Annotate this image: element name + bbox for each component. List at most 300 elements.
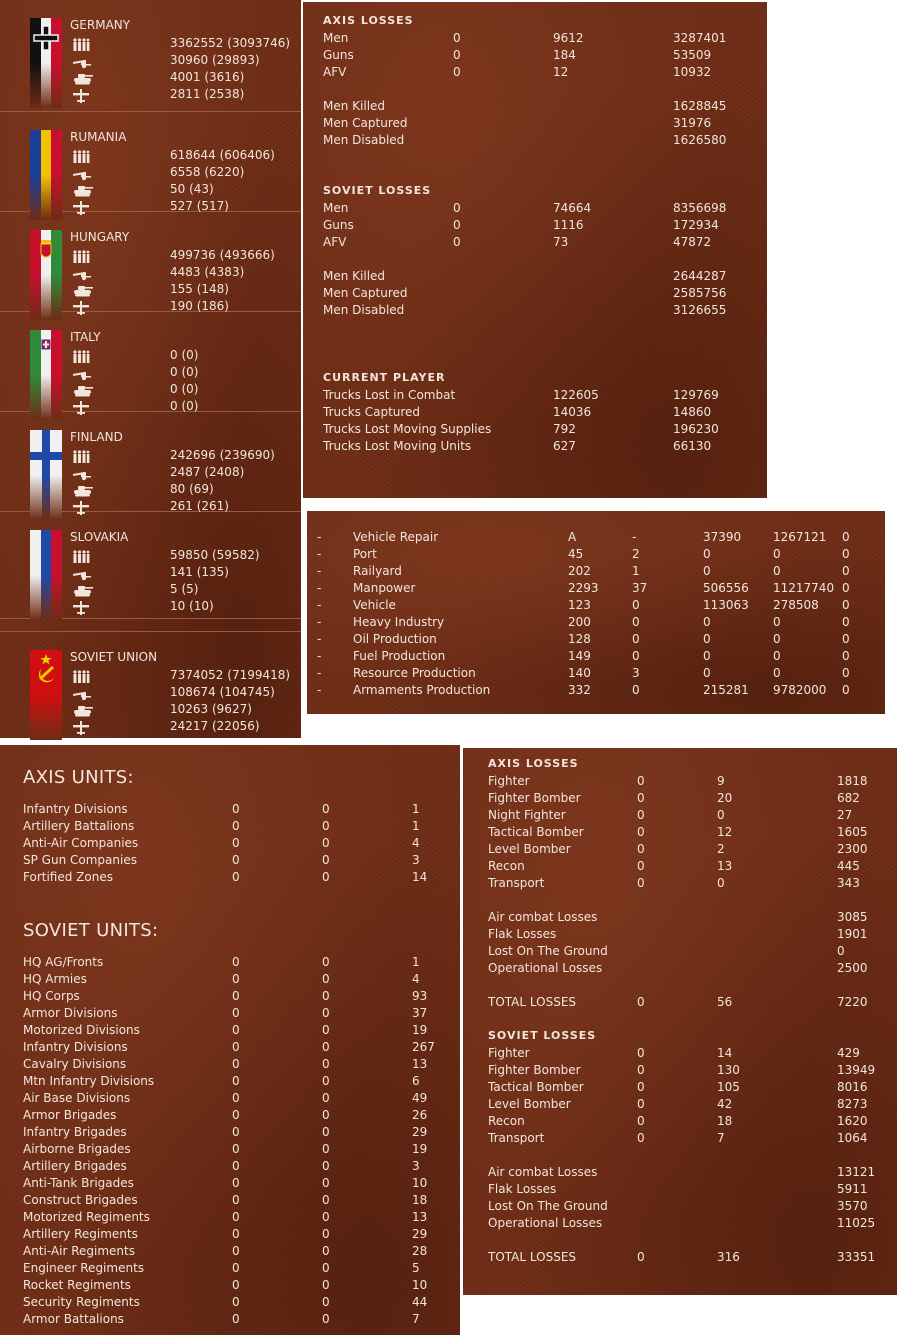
soviet-unit-cell: HQ AG/Fronts xyxy=(23,955,104,969)
truck-losses-cell: Trucks Lost Moving Units xyxy=(323,439,472,453)
production-cell: - xyxy=(317,632,322,646)
soviet-unit-cell: Infantry Divisions xyxy=(23,1040,128,1054)
axis-unit-cell: 1 xyxy=(412,802,420,816)
production-cell: Railyard xyxy=(353,564,402,578)
production-cell: 37 xyxy=(632,581,648,595)
production-cell: - xyxy=(317,530,322,544)
axis-unit-cell: 0 xyxy=(232,819,240,833)
production-cell: 0 xyxy=(773,666,781,680)
finland-flag-icon xyxy=(30,430,62,520)
nation-guns-value: 30960 (29893) xyxy=(170,53,260,67)
nation-men-value: 618644 (606406) xyxy=(170,148,275,162)
soviet-unit-cell: 0 xyxy=(322,1278,330,1292)
air-losses-panel xyxy=(463,748,897,1295)
production-cell: 3 xyxy=(632,666,640,680)
soviet-unit-cell: 0 xyxy=(322,1210,330,1224)
production-cell: 45 xyxy=(568,547,584,561)
axis-losses-cell: 0 xyxy=(453,65,461,79)
soviet-unit-cell: 18 xyxy=(412,1193,428,1207)
axis-losses-cell: 0 xyxy=(453,48,461,62)
axis-losses-cell: 0 xyxy=(453,31,461,45)
soviet-unit-cell: 0 xyxy=(232,1108,240,1122)
nation-guns-value: 4483 (4383) xyxy=(170,265,245,279)
axis-unit-cell: 0 xyxy=(232,870,240,884)
nation-afv-value: 50 (43) xyxy=(170,182,214,196)
soviet-unit-cell: 93 xyxy=(412,989,428,1003)
soviet-unit-cell: 0 xyxy=(232,1006,240,1020)
soviet-unit-cell: 0 xyxy=(232,1142,240,1156)
soviet-unit-cell: 0 xyxy=(322,1057,330,1071)
tank-icon xyxy=(72,583,90,597)
soviet-unit-cell: Anti-Tank Brigades xyxy=(23,1176,134,1190)
air-axis-summary-label: Flak Losses xyxy=(488,927,557,941)
soviet-unit-cell: 4 xyxy=(412,972,420,986)
air-axis-loss-cell: 0 xyxy=(637,859,645,873)
air-soviet-total-cell: 0 xyxy=(637,1250,645,1264)
soviet-unit-cell: 0 xyxy=(322,1176,330,1190)
air-soviet-loss-cell: 7 xyxy=(717,1131,725,1145)
soviet-unit-cell: Construct Brigades xyxy=(23,1193,138,1207)
air-soviet-summary-value: 13121 xyxy=(837,1165,876,1179)
nation-aircraft-value: 10 (10) xyxy=(170,599,214,613)
production-cell: Armaments Production xyxy=(353,683,491,697)
production-cell: 332 xyxy=(568,683,591,697)
soviet-unit-cell: 3 xyxy=(412,1159,420,1173)
production-cell: 1267121 xyxy=(773,530,827,544)
nation-name: FINLAND xyxy=(70,430,123,444)
air-soviet-loss-cell: 8273 xyxy=(837,1097,868,1111)
soviet-losses-cell: 74664 xyxy=(553,201,592,215)
production-cell: 140 xyxy=(568,666,591,680)
production-cell: 0 xyxy=(842,547,850,561)
nation-name: GERMANY xyxy=(70,18,131,32)
soviet-unit-cell: 0 xyxy=(322,989,330,1003)
production-cell: 215281 xyxy=(703,683,749,697)
air-soviet-summary-label: Flak Losses xyxy=(488,1182,557,1196)
production-cell: - xyxy=(317,666,322,680)
production-cell: 1 xyxy=(632,564,640,578)
soviet-unit-cell: Armor Brigades xyxy=(23,1108,117,1122)
axis-casualty-value: 31976 xyxy=(673,116,712,130)
production-cell: 0 xyxy=(773,615,781,629)
production-row[interactable] xyxy=(307,597,885,614)
soviet-unit-cell: 0 xyxy=(322,1023,330,1037)
soviet-unit-cell: 10 xyxy=(412,1278,428,1292)
production-cell: 0 xyxy=(703,564,711,578)
air-axis-loss-cell: 445 xyxy=(837,859,860,873)
axis-unit-cell: 0 xyxy=(322,836,330,850)
soviet-casualty-value: 2644287 xyxy=(673,269,727,283)
production-cell: Vehicle xyxy=(353,598,396,612)
soviet-unit-cell: Airborne Brigades xyxy=(23,1142,131,1156)
aircraft-icon xyxy=(72,720,90,734)
soviet-unit-cell: 0 xyxy=(232,1227,240,1241)
nation-afv-value: 4001 (3616) xyxy=(170,70,245,84)
production-cell: 11217740 xyxy=(773,581,835,595)
nation-afv-value: 5 (5) xyxy=(170,582,199,596)
gun-icon xyxy=(72,686,90,700)
production-cell: Fuel Production xyxy=(353,649,446,663)
production-cell: 0 xyxy=(703,666,711,680)
nation-name: HUNGARY xyxy=(70,230,130,244)
soviet-unit-cell: 19 xyxy=(412,1023,428,1037)
soviet-casualty-value: 2585756 xyxy=(673,286,727,300)
axis-losses-cell: 184 xyxy=(553,48,576,62)
truck-losses-cell: Trucks Lost in Combat xyxy=(323,388,456,402)
production-cell: 0 xyxy=(632,615,640,629)
axis-losses-cell: 10932 xyxy=(673,65,712,79)
production-row[interactable] xyxy=(307,648,885,665)
air-axis-total-cell: 0 xyxy=(637,995,645,1009)
axis-casualty-value: 1628845 xyxy=(673,99,727,113)
soviet-unit-cell: 37 xyxy=(412,1006,428,1020)
soviet-unit-cell: 0 xyxy=(232,1210,240,1224)
air-axis-loss-cell: Level Bomber xyxy=(488,842,571,856)
air-axis-losses-heading: AXIS LOSSES xyxy=(488,757,579,770)
air-axis-summary-value: 3085 xyxy=(837,910,868,924)
soviet-unit-cell: 0 xyxy=(232,955,240,969)
nation-block-hungary[interactable] xyxy=(0,212,301,312)
soviet-unit-cell: 0 xyxy=(322,1295,330,1309)
nations-panel xyxy=(0,0,301,738)
nation-aircraft-value: 527 (517) xyxy=(170,199,229,213)
axis-unit-cell: Anti-Air Companies xyxy=(23,836,139,850)
nation-block-italy[interactable] xyxy=(0,312,301,412)
production-cell: 0 xyxy=(842,564,850,578)
soviet-units-heading: SOVIET UNITS: xyxy=(23,920,159,941)
soviet-unit-cell: Security Regiments xyxy=(23,1295,140,1309)
air-axis-summary-value: 1901 xyxy=(837,927,868,941)
nation-aircraft-value: 0 (0) xyxy=(170,399,199,413)
soviet-unit-cell: 0 xyxy=(232,1312,240,1326)
tank-icon xyxy=(72,71,90,85)
air-axis-loss-cell: Night Fighter xyxy=(488,808,566,822)
axis-unit-cell: 0 xyxy=(322,802,330,816)
air-soviet-loss-cell: 105 xyxy=(717,1080,740,1094)
truck-losses-cell: Trucks Lost Moving Supplies xyxy=(323,422,492,436)
soviet-casualty-value: 3126655 xyxy=(673,303,727,317)
units-panel xyxy=(0,745,460,1335)
air-axis-loss-cell: 0 xyxy=(637,774,645,788)
italy-flag-icon xyxy=(30,330,62,420)
soviet-unit-cell: 10 xyxy=(412,1176,428,1190)
production-row[interactable] xyxy=(307,529,885,546)
air-axis-loss-cell: 1605 xyxy=(837,825,868,839)
production-cell: A xyxy=(568,530,577,544)
soviet-unit-cell: 29 xyxy=(412,1227,428,1241)
soviet-unit-cell: 0 xyxy=(232,972,240,986)
tank-icon xyxy=(72,703,90,717)
nation-name: ITALY xyxy=(70,330,101,344)
production-cell: - xyxy=(317,547,322,561)
nation-men-value: 242696 (239690) xyxy=(170,448,275,462)
production-cell: 123 xyxy=(568,598,591,612)
gun-icon xyxy=(72,366,90,380)
nation-guns-value: 141 (135) xyxy=(170,565,229,579)
production-cell: 0 xyxy=(773,547,781,561)
soviet-unit-cell: Engineer Regiments xyxy=(23,1261,145,1275)
soviet-unit-cell: 26 xyxy=(412,1108,428,1122)
air-axis-loss-cell: Tactical Bomber xyxy=(488,825,584,839)
soviet-unit-cell: 49 xyxy=(412,1091,428,1105)
air-axis-loss-cell: 2300 xyxy=(837,842,868,856)
air-axis-loss-cell: Fighter xyxy=(488,774,530,788)
production-cell: 0 xyxy=(842,530,850,544)
production-row[interactable] xyxy=(307,563,885,580)
air-axis-loss-cell: 0 xyxy=(637,876,645,890)
gun-icon xyxy=(72,266,90,280)
nation-men-value: 0 (0) xyxy=(170,348,199,362)
soviet-unit-cell: 0 xyxy=(322,972,330,986)
production-cell: 0 xyxy=(842,683,850,697)
truck-losses-cell: 196230 xyxy=(673,422,719,436)
soviet-unit-cell: 0 xyxy=(232,1278,240,1292)
soviet-unit-cell: 0 xyxy=(322,1006,330,1020)
soviet-unit-cell: 28 xyxy=(412,1244,428,1258)
rumania-flag-icon xyxy=(30,130,62,220)
production-cell: 0 xyxy=(632,649,640,663)
production-cell: - xyxy=(317,581,322,595)
gun-icon xyxy=(72,566,90,580)
production-row[interactable] xyxy=(307,682,885,699)
air-axis-summary-label: Air combat Losses xyxy=(488,910,598,924)
axis-unit-cell: 0 xyxy=(232,853,240,867)
axis-losses-cell: Guns xyxy=(323,48,354,62)
production-cell: 202 xyxy=(568,564,591,578)
nation-block-finland[interactable] xyxy=(0,412,301,512)
truck-losses-cell: 66130 xyxy=(673,439,712,453)
production-cell: 0 xyxy=(632,632,640,646)
air-soviet-loss-cell: 1620 xyxy=(837,1114,868,1128)
men-icon xyxy=(72,249,90,263)
soviet-unit-cell: 7 xyxy=(412,1312,420,1326)
air-soviet-loss-cell: 0 xyxy=(637,1131,645,1145)
soviet-unit-cell: Artillery Regiments xyxy=(23,1227,138,1241)
soviet-unit-cell: 0 xyxy=(232,1074,240,1088)
production-cell: 2293 xyxy=(568,581,599,595)
nation-afv-value: 10263 (9627) xyxy=(170,702,252,716)
soviet-unit-cell: HQ Armies xyxy=(23,972,87,986)
soviet-losses-cell: 0 xyxy=(453,218,461,232)
men-icon xyxy=(72,449,90,463)
air-soviet-total-cell: TOTAL LOSSES xyxy=(488,1250,577,1264)
soviet-unit-cell: 0 xyxy=(322,1312,330,1326)
soviet-losses-cell: AFV xyxy=(323,235,347,249)
soviet-unit-cell: 1 xyxy=(412,955,420,969)
soviet-unit-cell: Anti-Air Regiments xyxy=(23,1244,135,1258)
air-axis-total-cell: TOTAL LOSSES xyxy=(488,995,577,1009)
production-cell: 0 xyxy=(632,598,640,612)
air-axis-loss-cell: Fighter Bomber xyxy=(488,791,581,805)
current-player-heading: CURRENT PLAYER xyxy=(323,371,446,384)
production-cell: Vehicle Repair xyxy=(353,530,439,544)
nation-name: RUMANIA xyxy=(70,130,127,144)
soviet-unit-cell: Armor Battalions xyxy=(23,1312,124,1326)
soviet-unit-cell: 0 xyxy=(322,1193,330,1207)
soviet-unit-cell: 13 xyxy=(412,1057,428,1071)
air-axis-loss-cell: Transport xyxy=(488,876,545,890)
axis-losses-cell: 12 xyxy=(553,65,569,79)
soviet-losses-cell: 0 xyxy=(453,201,461,215)
soviet-unit-cell: 0 xyxy=(322,1108,330,1122)
truck-losses-cell: 792 xyxy=(553,422,576,436)
production-cell: 113063 xyxy=(703,598,749,612)
nation-guns-value: 0 (0) xyxy=(170,365,199,379)
air-soviet-total-cell: 316 xyxy=(717,1250,740,1264)
nation-block-slovakia[interactable] xyxy=(0,512,301,612)
production-cell: Resource Production xyxy=(353,666,476,680)
production-cell: 149 xyxy=(568,649,591,663)
soviet-unit-cell: 0 xyxy=(232,1023,240,1037)
soviet-losses-cell: 0 xyxy=(453,235,461,249)
axis-losses-cell: AFV xyxy=(323,65,347,79)
axis-unit-cell: Artillery Battalions xyxy=(23,819,135,833)
air-axis-summary-label: Operational Losses xyxy=(488,961,603,975)
men-icon xyxy=(72,669,90,683)
soviet-unit-cell: 0 xyxy=(232,1125,240,1139)
axis-losses-cell: Men xyxy=(323,31,349,45)
production-row[interactable] xyxy=(307,665,885,682)
air-axis-loss-cell: 12 xyxy=(717,825,733,839)
production-cell: Oil Production xyxy=(353,632,437,646)
air-soviet-summary-label: Air combat Losses xyxy=(488,1165,598,1179)
production-cell: 0 xyxy=(703,632,711,646)
air-soviet-loss-cell: 14 xyxy=(717,1046,733,1060)
air-soviet-loss-cell: 130 xyxy=(717,1063,740,1077)
tank-icon xyxy=(72,483,90,497)
air-axis-summary-value: 2500 xyxy=(837,961,868,975)
soviet-unit-cell: Rocket Regiments xyxy=(23,1278,131,1292)
air-soviet-summary-value: 11025 xyxy=(837,1216,876,1230)
production-cell: 0 xyxy=(703,547,711,561)
truck-losses-cell: 14036 xyxy=(553,405,592,419)
soviet-unit-cell: 0 xyxy=(232,1244,240,1258)
air-soviet-loss-cell: 0 xyxy=(637,1046,645,1060)
axis-casualty-label: Men Captured xyxy=(323,116,408,130)
gun-icon xyxy=(72,54,90,68)
soviet-unit-cell: 0 xyxy=(232,1295,240,1309)
production-cell: - xyxy=(317,598,322,612)
air-axis-loss-cell: 343 xyxy=(837,876,860,890)
men-icon xyxy=(72,149,90,163)
air-axis-summary-value: 0 xyxy=(837,944,845,958)
production-cell: - xyxy=(317,615,322,629)
nation-block-rumania[interactable] xyxy=(0,112,301,212)
truck-losses-cell: Trucks Captured xyxy=(323,405,421,419)
tank-icon xyxy=(72,183,90,197)
air-soviet-loss-cell: Recon xyxy=(488,1114,525,1128)
soviet-losses-cell: 1116 xyxy=(553,218,584,232)
axis-unit-cell: 0 xyxy=(322,870,330,884)
nation-men-value: 499736 (493666) xyxy=(170,248,275,262)
production-cell: 0 xyxy=(842,649,850,663)
production-cell: 0 xyxy=(842,581,850,595)
production-cell: - xyxy=(317,683,322,697)
production-cell: 200 xyxy=(568,615,591,629)
production-row[interactable] xyxy=(307,546,885,563)
soviet-unit-cell: Motorized Divisions xyxy=(23,1023,140,1037)
soviet-unit-cell: 0 xyxy=(322,1244,330,1258)
air-soviet-loss-cell: 429 xyxy=(837,1046,860,1060)
soviet-losses-cell: 73 xyxy=(553,235,569,249)
production-cell: 278508 xyxy=(773,598,819,612)
soviet-losses-heading: SOVIET LOSSES xyxy=(323,184,432,197)
axis-unit-cell: SP Gun Companies xyxy=(23,853,137,867)
axis-unit-cell: 0 xyxy=(322,853,330,867)
axis-unit-cell: 0 xyxy=(232,802,240,816)
soviet-unit-cell: 0 xyxy=(322,1125,330,1139)
axis-losses-cell: 3287401 xyxy=(673,31,727,45)
production-row[interactable] xyxy=(307,614,885,631)
soviet-unit-cell: 0 xyxy=(232,1159,240,1173)
production-cell: 0 xyxy=(703,649,711,663)
nation-block-soviet[interactable] xyxy=(0,632,301,732)
production-cell: 0 xyxy=(632,683,640,697)
men-icon xyxy=(72,549,90,563)
production-panel xyxy=(307,511,885,714)
soviet-unit-cell: 0 xyxy=(322,1040,330,1054)
production-cell: 0 xyxy=(773,564,781,578)
soviet-unit-cell: 267 xyxy=(412,1040,435,1054)
production-cell: 2 xyxy=(632,547,640,561)
aircraft-icon xyxy=(72,88,90,102)
production-cell: Heavy Industry xyxy=(353,615,445,629)
axis-unit-cell: 0 xyxy=(232,836,240,850)
air-soviet-summary-label: Lost On The Ground xyxy=(488,1199,608,1213)
soviet-unit-cell: 44 xyxy=(412,1295,428,1309)
production-cell: Port xyxy=(353,547,377,561)
production-row[interactable] xyxy=(307,580,885,597)
nation-guns-value: 2487 (2408) xyxy=(170,465,245,479)
air-axis-loss-cell: Recon xyxy=(488,859,525,873)
air-soviet-total-cell: 33351 xyxy=(837,1250,876,1264)
axis-casualty-label: Men Killed xyxy=(323,99,386,113)
air-soviet-loss-cell: 0 xyxy=(637,1063,645,1077)
soviet-unit-cell: 0 xyxy=(232,1091,240,1105)
production-cell: 0 xyxy=(842,632,850,646)
axis-unit-cell: Fortified Zones xyxy=(23,870,113,884)
axis-losses-cell: 9612 xyxy=(553,31,584,45)
air-soviet-loss-cell: Transport xyxy=(488,1131,545,1145)
soviet-unit-cell: Infantry Brigades xyxy=(23,1125,127,1139)
production-cell: 0 xyxy=(703,615,711,629)
soviet-unit-cell: 0 xyxy=(322,1091,330,1105)
soviet-unit-cell: 0 xyxy=(322,1261,330,1275)
slovakia-flag-icon xyxy=(30,530,62,620)
air-soviet-summary-value: 5911 xyxy=(837,1182,868,1196)
axis-losses-cell: 53509 xyxy=(673,48,712,62)
soviet-unit-cell: 13 xyxy=(412,1210,428,1224)
air-soviet-loss-cell: 18 xyxy=(717,1114,733,1128)
air-soviet-loss-cell: Fighter Bomber xyxy=(488,1063,581,1077)
production-cell: 9782000 xyxy=(773,683,827,697)
soviet-unit-cell: 0 xyxy=(322,1142,330,1156)
production-row[interactable] xyxy=(307,631,885,648)
men-icon xyxy=(72,349,90,363)
air-axis-loss-cell: 0 xyxy=(637,808,645,822)
air-soviet-losses-heading: SOVIET LOSSES xyxy=(488,1029,597,1042)
soviet-unit-cell: 0 xyxy=(232,1176,240,1190)
air-soviet-loss-cell: Fighter xyxy=(488,1046,530,1060)
nation-aircraft-value: 24217 (22056) xyxy=(170,719,260,733)
soviet-unit-cell: 0 xyxy=(322,1227,330,1241)
axis-casualty-label: Men Disabled xyxy=(323,133,405,147)
air-axis-loss-cell: 13 xyxy=(717,859,733,873)
tank-icon xyxy=(72,283,90,297)
nation-block-germany[interactable] xyxy=(0,0,301,100)
soviet-unit-cell: 0 xyxy=(232,1193,240,1207)
soviet-casualty-label: Men Captured xyxy=(323,286,408,300)
